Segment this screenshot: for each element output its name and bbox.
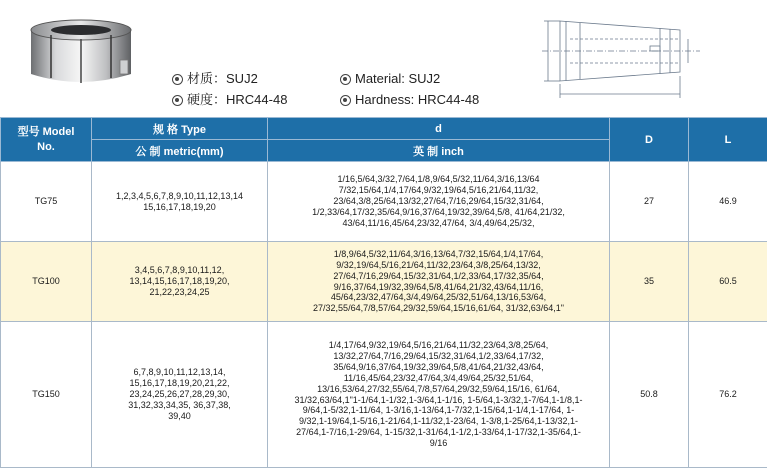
l-cell: 46.9 [689,162,767,242]
material-cn [172,70,258,88]
metric-cell: 1,2,3,4,5,6,7,8,9,10,11,12,13,14 15,16,17,18,19,20 [92,162,268,242]
header-L: L [689,118,767,162]
table-row [1,162,767,242]
material-en-text: Material: SUJ2 [355,71,441,86]
header-d: d [268,118,610,140]
material-cn-value: SUJ2 [226,71,258,86]
material-en [340,70,440,88]
collet-technical-drawing [530,6,715,110]
bullet-circle-icon [340,74,351,85]
bullet-circle-icon [340,95,351,106]
d-cell: 50.8 [610,322,689,468]
header-type: 规 格 Type [92,118,268,140]
inch-cell: 1/4,17/64,9/32,19/64,5/16,21/64,11/32,23/64,3/8,25/64, 13/32,27/64,7/16,29/64,15/32,31/64,1/2,33/64,17/32, 35/64,9/16,37/64,19/32,39/64,5/8,41/64,21/32,43/64, 11/16,45/64,23/32,47/64,3/4,49/64,25/32,51/64, 13/16,53/64,27/32,55/64,7/8,57/64,29/32,59/64,15/16, 61/64, 31/32,63/64,1"1-1/64,1-1/32,1-3/64,1-1/16, 1-5/64,1-3/32,1-7/64,1-1/8,1-9/64,1-5/32,1-11/64, 1-3/16,1-13/64,1-7/32,1-15/64,1-1/4,1-17/64, 1-9/32,1-19/64,1-5/16,1-21/64,1-11/32,1-23/64, 1-3/8,1-25/64,1-13/32,1-27/64,1-7/16,1-29/64, 1-15/32,1-31/64,1-1/2,1-33/64,1-17/32,1-35/64,1-9/16 [268,322,610,468]
product-header [0,0,767,117]
material-cn-label: 材质： [187,71,227,86]
l-cell: 76.2 [689,322,767,468]
table-row [1,322,767,468]
header-model: 型号 Model No. [1,118,92,162]
header-D: D [610,118,689,162]
d-cell: 27 [610,162,689,242]
table-row [1,242,767,322]
model-cell: TG100 [1,242,92,322]
model-cell: TG75 [1,162,92,242]
metric-cell: 3,4,5,6,7,8,9,10,11,12, 13,14,15,16,17,18,19,20, 21,22,23,24,25 [92,242,268,322]
hardness-cn-label: 硬度： [187,92,227,107]
hardness-cn-value: HRC44-48 [226,92,288,107]
hardness-cn [172,91,287,109]
d-cell: 35 [610,242,689,322]
metric-cell: 6,7,8,9,10,11,12,13,14, 15,16,17,18,19,20,21,22, 23,24,25,26,27,28,29,30, 31,32,33,34,35, 36,37,38, 39,40 [92,322,268,468]
hardness-en [340,91,479,109]
model-cell: TG150 [1,322,92,468]
collet-photo [16,8,146,88]
bullet-circle-icon [172,95,183,106]
inch-cell: 1/8,9/64,5/32,11/64,3/16,13/64,7/32,15/64,1/4,17/64, 9/32,19/64,5/16,21/64,11/32,23/64,3/8,25/64,13/32, 27/64,7/16,29/64,15/32,31/64,1/2,33/64,17/32,35/64, 9/16,37/64,19/32,39/64,5/8,41/64,21/32,43/64,11/16, 45/64,23/32,47/64,3/4,49/64,25/32,51/64,13/16,53/64, 27/32,55/64,7/8,57/64,29/32,59/64,15/16,61/64, 31/32,63/64,1" [268,242,610,322]
header-inch: 英 制 inch [268,140,610,162]
collet-spec-table [0,117,767,468]
header-metric: 公 制 metric(mm) [92,140,268,162]
l-cell: 60.5 [689,242,767,322]
hardness-en-text: Hardness: HRC44-48 [355,92,480,107]
inch-cell: 1/16,5/64,3/32,7/64,1/8,9/64,5/32,11/64,3/16,13/64 7/32,15/64,1/4,17/64,9/32,19/64,5/16,21/64,11/32, 23/64,3/8,25/64,13/32,27/64,7/16,29/64,15/32,31/64, 1/2,33/64,17/32,35/64,9/16,37/64,19/32,39/64,5/8, 41/64,21/32, 43/64,11/16,45/64,23/32,47/64, 3/4,49/64,25/32, [268,162,610,242]
bullet-circle-icon [172,74,183,85]
